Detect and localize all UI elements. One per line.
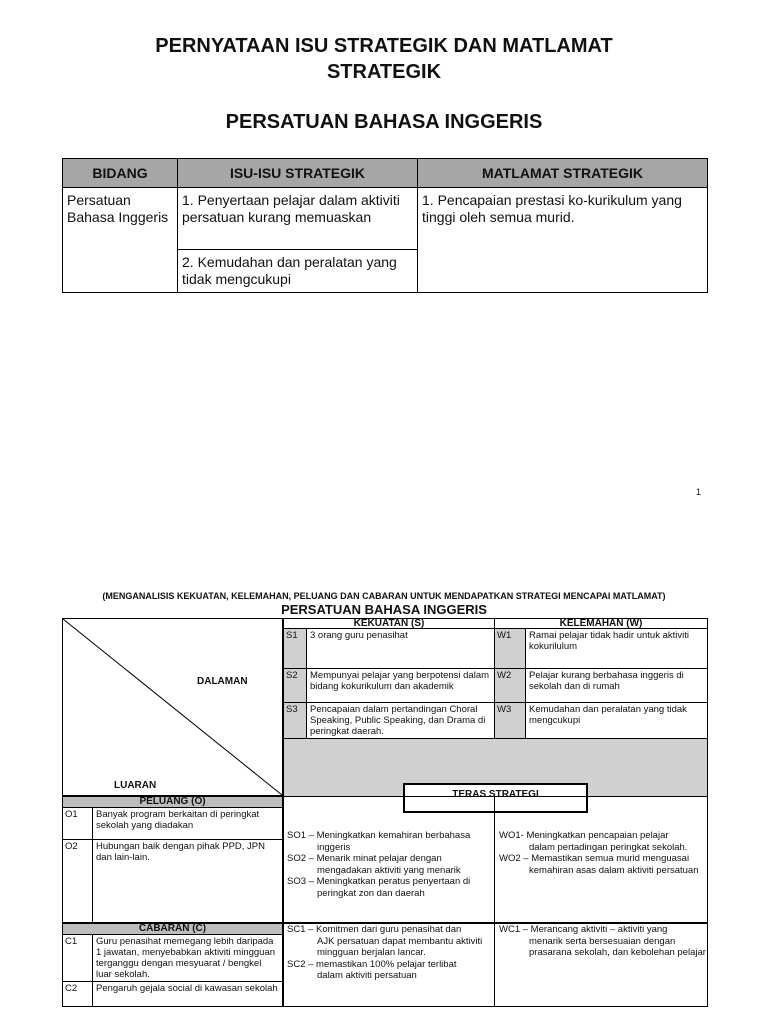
sc2-line: SC2 – memastikan 100% pelajar terlibat — [287, 958, 457, 970]
w2-text: Pelajar kurang berbahasa inggeris di sekolah dan di rumah — [525, 668, 708, 703]
swot-title: PERSATUAN BAHASA INGGERIS — [281, 602, 487, 617]
so1-line: SO1 – Meningkatkan kemahiran berbahasa — [287, 830, 471, 841]
s2-text: Mempunyai pelajar yang berpotensi dalam bidang kokurikulum dan akademik — [306, 668, 495, 703]
so3-cont: peringkat zon dan daerah — [317, 887, 425, 899]
sc1-cont: AJK persatuan dapat membantu aktiviti mingguan berjalan lancar. — [317, 935, 483, 958]
wc1-line: WC1 – Merancang aktiviti – aktiviti yang — [499, 924, 668, 935]
isu-cell-2: 2. Kemudahan dan peralatan yang tidak mengcukupi — [178, 250, 418, 293]
corner-cell — [62, 618, 283, 796]
kekuatan-header: KEKUATAN (S) — [283, 618, 495, 629]
document-subtitle: PERSATUAN BAHASA INGGERIS — [225, 111, 543, 133]
s3-code: S3 — [283, 702, 307, 739]
isu-cell-1: 1. Penyertaan pelajar dalam aktiviti persatuan kurang memuaskan — [178, 188, 418, 250]
teras-strategi-box: TERAS STRATEGI — [403, 783, 588, 813]
matlamat-cell: 1. Pencapaian prestasi ko-kurikulum yang tinggi oleh semua murid. — [418, 188, 708, 293]
wc-strategies — [499, 924, 706, 959]
c2-code: C2 — [62, 981, 93, 1007]
so1-cont: inggeris — [317, 841, 351, 853]
header-bidang: BIDANG — [63, 159, 178, 188]
sc2-cont: dalam aktiviti persatuan — [317, 970, 417, 981]
so3-line: SO3 – Meningkatkan peratus penyertaan di — [287, 876, 471, 887]
wc1-cont: menarik serta bersesuaian dengan prasarana sekolah, dan kebolehan pelajar — [529, 935, 706, 958]
c1-code: C1 — [62, 934, 93, 982]
header-matlamat: MATLAMAT STRATEGIK — [418, 159, 708, 188]
wo2-line: WO2 – Memastikan semua murid menguasai — [499, 853, 690, 864]
document-title-line1: PERNYATAAN ISU STRATEGIK DAN MATLAMAT — [155, 35, 613, 57]
s1-text: 3 orang guru penasihat — [306, 628, 495, 669]
cabaran-header: CABARAN (C) — [62, 923, 283, 935]
wo-strategies — [499, 830, 706, 876]
s2-code: S2 — [283, 668, 307, 703]
w2-code: W2 — [494, 668, 526, 703]
luaran-label: LUARAN — [114, 780, 157, 791]
strategic-issues-table — [62, 158, 708, 293]
s3-text: Pencapaian dalam pertandingan Choral Speaking, Public Speaking, dan Drama di peringkat daerah. — [306, 702, 495, 739]
o1-code: O1 — [62, 807, 93, 840]
so2-cont: mengadakan aktiviti yang menarik — [317, 864, 461, 876]
c1-text: Guru penasihat memegang lebih daripada 1 jawatan, menyebabkan aktiviti mingguan terganggu dengan mesyuarat / bengkel luar sekolah. — [92, 934, 283, 982]
w1-code: W1 — [494, 628, 526, 669]
header-isu: ISU-ISU STRATEGIK — [178, 159, 418, 188]
page-number: 1 — [696, 487, 702, 497]
s1-code: S1 — [283, 628, 307, 669]
diagonal-line — [63, 619, 282, 795]
dalaman-label: DALAMAN — [197, 676, 248, 687]
bidang-cell: Persatuan Bahasa Inggeris — [63, 188, 178, 293]
wo1-line: WO1- Meningkatkan pencapaian pelajar — [499, 830, 669, 841]
wo2-cont: kemahiran asas dalam aktiviti persatuan — [529, 864, 699, 876]
sc1-line: SC1 – Komitmen dari guru penasihat dan — [287, 924, 462, 935]
w3-code: W3 — [494, 702, 526, 739]
o2-text: Hubungan baik dengan pihak PPD, JPN dan lain-lain. — [92, 839, 283, 923]
c2-text: Pengaruh gejala social di kawasan sekolah — [92, 981, 283, 1007]
sc-strategies — [287, 924, 493, 982]
swot-caption: (MENGANALISIS KEKUATAN, KELEMAHAN, PELUANG DAN CABARAN UNTUK MENDAPATKAN STRATEGI MENCAPAI MATLAMAT) — [102, 591, 666, 601]
w3-text: Kemudahan dan peralatan yang tidak mengcukupi — [525, 702, 708, 739]
document-title-line2: STRATEGIK — [326, 61, 442, 83]
so-strategies — [287, 830, 493, 899]
o1-text: Banyak program berkaitan di peringkat sekolah yang diadakan — [92, 807, 283, 840]
wo1-cont: dalam pertadingan peringkat sekolah. — [529, 841, 688, 853]
peluang-header: PELUANG (O) — [62, 796, 283, 808]
o2-code: O2 — [62, 839, 93, 923]
kelemahan-header: KELEMAHAN (W) — [494, 618, 708, 629]
so2-line: SO2 – Menarik minat pelajar dengan — [287, 853, 442, 864]
w1-text: Ramai pelajar tidak hadir untuk aktiviti kokurilulum — [525, 628, 708, 669]
